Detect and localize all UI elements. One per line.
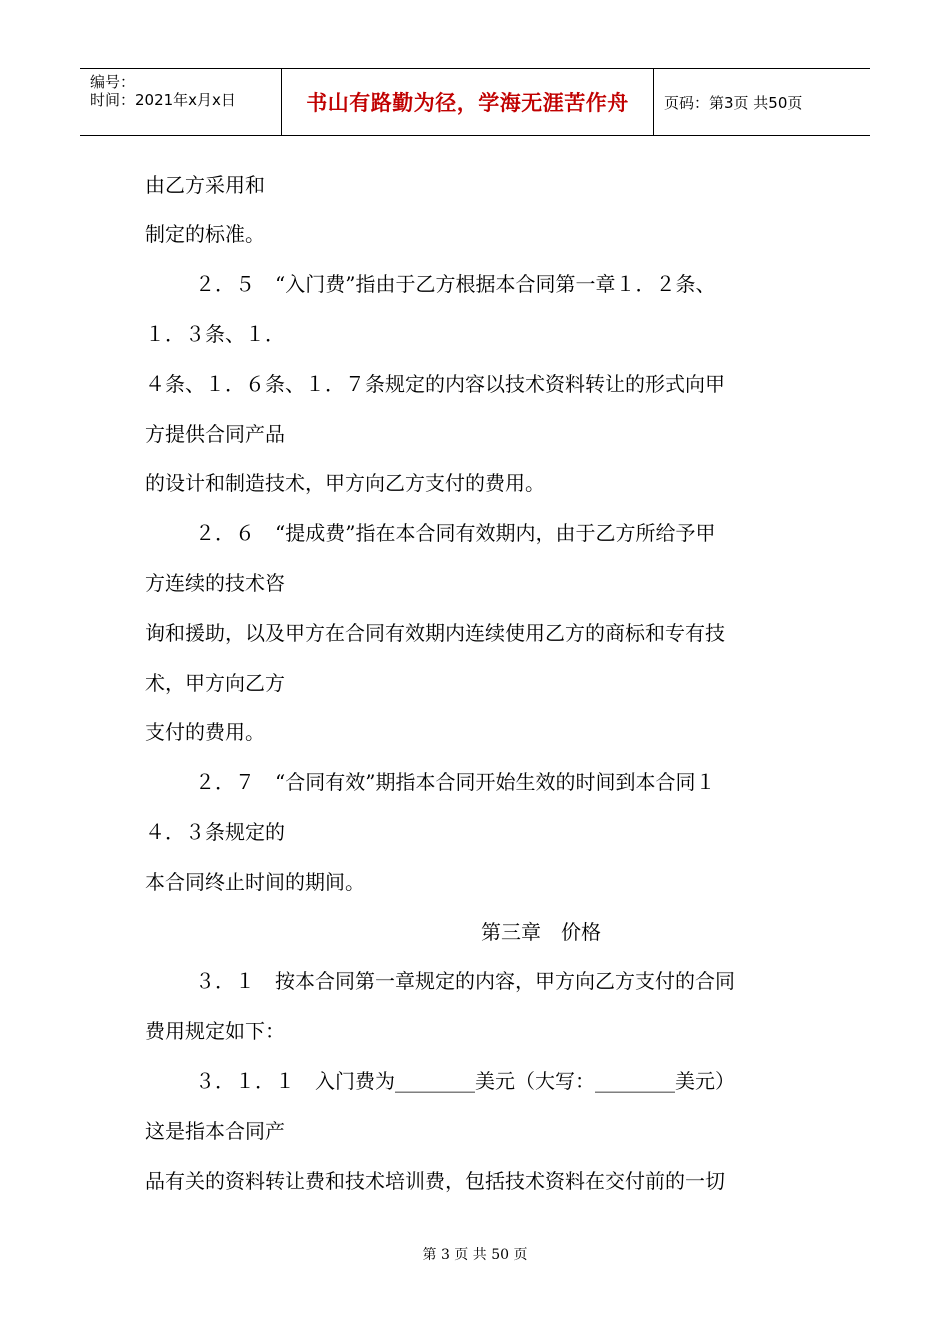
header-page-cell (654, 69, 870, 135)
body-line: 这是指本合同产 (145, 1119, 285, 1143)
body-line: １．３条、１． (145, 322, 285, 346)
clause-2-7: ２．７ “合同有效”期指本合同开始生效的时间到本合同１ (195, 770, 716, 794)
body-line: 品有关的资料转让费和技术培训费，包括技术资料在交付前的一切 (145, 1169, 725, 1193)
header-page-code: 页码：第3页 共50页 (664, 93, 803, 112)
body-line: 方提供合同产品 (145, 422, 285, 446)
page-footer: 第 3 页 共 50 页 (422, 1247, 528, 1263)
body-line: 方连续的技术咨 (145, 571, 285, 595)
clause-3-1-1: ３．１．１ 入门费为________美元（大写：________美元） (195, 1069, 735, 1093)
clause-2-6: ２．６ “提成费”指在本合同有效期内，由于乙方所给予甲 (195, 521, 716, 545)
body-line: ４条、１．６条、１．７条规定的内容以技术资料转让的形式向甲 (145, 372, 725, 396)
page-header (80, 68, 870, 136)
body-line: 由乙方采用和 (145, 173, 265, 197)
document-number-label: 编号： (90, 73, 136, 91)
body-line: 询和援助，以及甲方在合同有效期内连续使用乙方的商标和专有技 (145, 621, 725, 645)
document-date-label: 时间：2021年x月x日 (90, 91, 236, 109)
body-line: 支付的费用。 (145, 720, 265, 744)
header-motto-cell (281, 69, 654, 135)
header-meta-cell (80, 69, 281, 135)
body-line: 的设计和制造技术，甲方向乙方支付的费用。 (145, 471, 545, 495)
clause-3-1: ３．１ 按本合同第一章规定的内容，甲方向乙方支付的合同 (195, 969, 735, 993)
body-line: 本合同终止时间的期间。 (145, 870, 365, 894)
clause-2-5: ２．５ “入门费”指由于乙方根据本合同第一章１．２条、 (195, 272, 716, 296)
header-motto: 书山有路勤为径，学海无涯苦作舟 (306, 91, 629, 115)
body-line: 术，甲方向乙方 (145, 671, 285, 695)
body-line: 制定的标准。 (145, 222, 265, 246)
chapter-heading: 第三章 价格 (481, 920, 601, 944)
body-line: ４．３条规定的 (145, 820, 285, 844)
body-line: 费用规定如下： (145, 1019, 285, 1043)
